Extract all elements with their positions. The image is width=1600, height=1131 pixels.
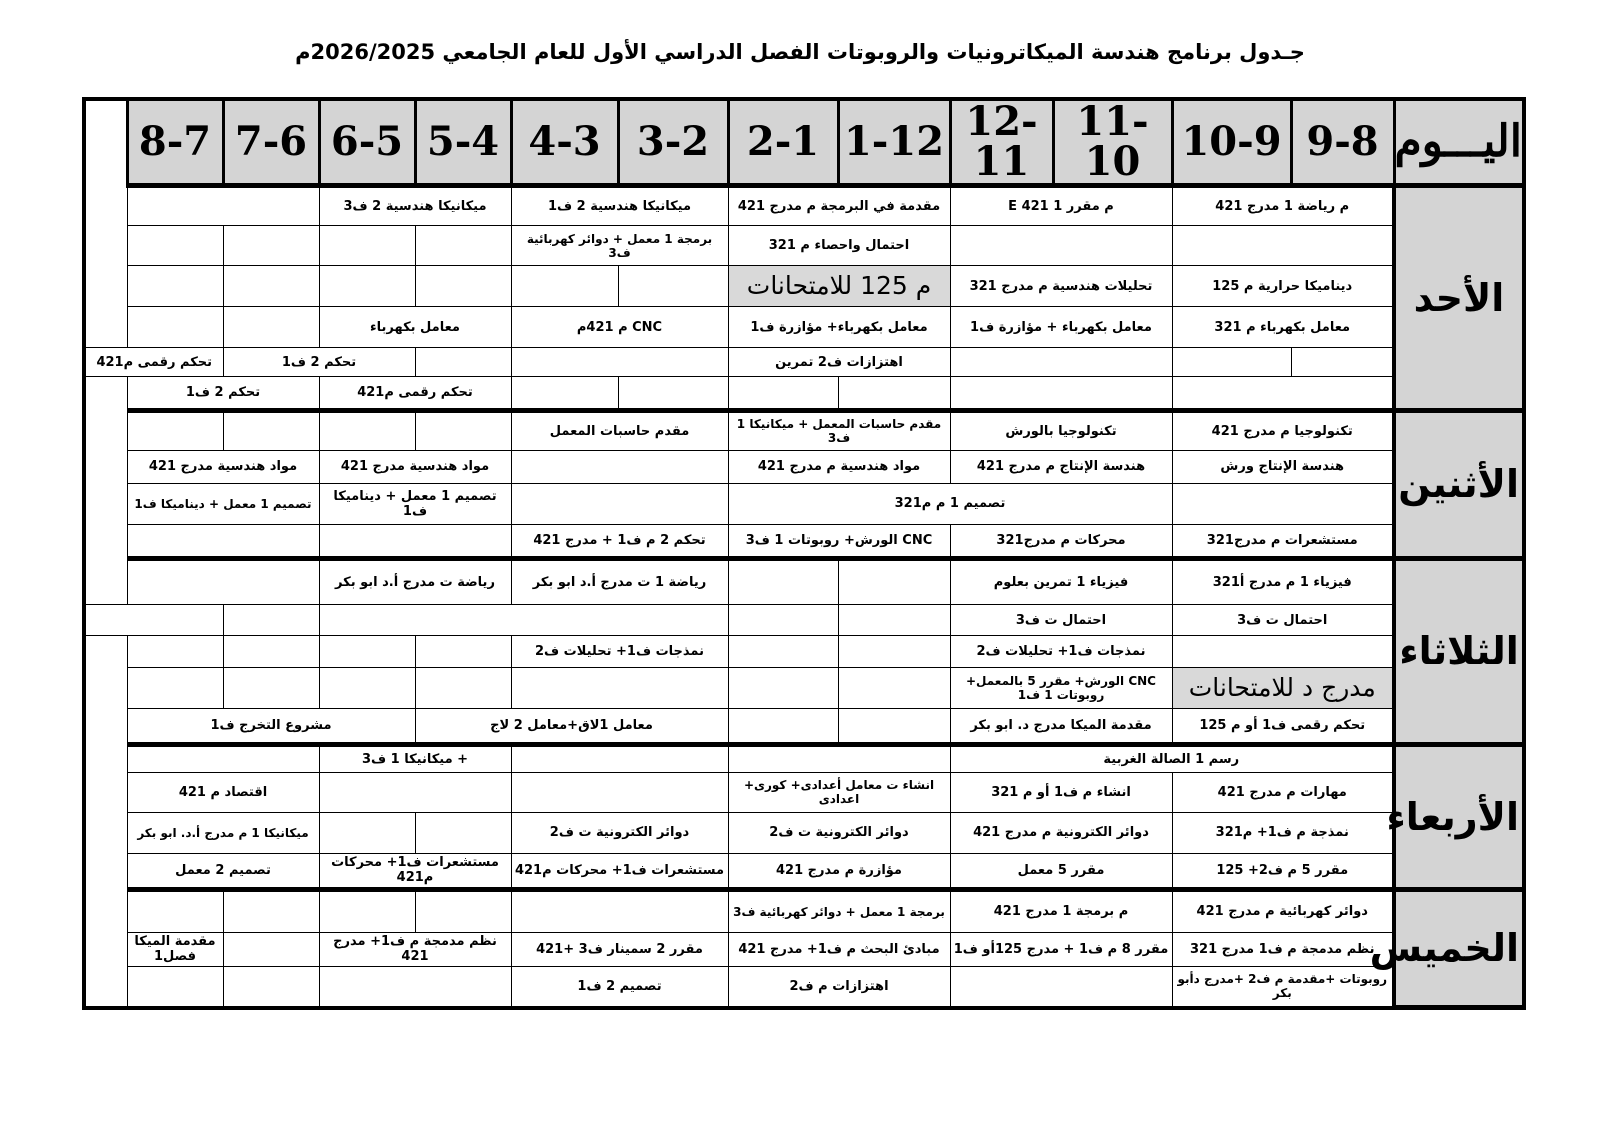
schedule-row <box>84 636 1524 668</box>
class-cell <box>319 668 415 709</box>
day-label-wednesday: الأربعاء <box>1394 745 1524 890</box>
class-cell: م مقرر 1 E 421 <box>950 186 1172 226</box>
class-cell: مهارات م مدرج 421 <box>1172 772 1394 812</box>
class-cell <box>511 450 728 483</box>
class-cell <box>319 604 728 636</box>
schedule-row <box>84 348 1524 377</box>
class-cell: احتمال ت ف3 <box>950 604 1172 636</box>
class-cell: تحكم رقمى م421 <box>319 376 511 410</box>
schedule-row <box>84 558 1524 604</box>
schedule-row <box>84 966 1524 1007</box>
class-cell <box>127 307 223 348</box>
class-cell <box>838 636 950 668</box>
period-header: 7-6 <box>223 99 319 186</box>
class-cell <box>319 889 415 932</box>
class-cell: تصميم 2 معمل <box>127 853 319 889</box>
class-cell: دوائر الكترونية ت ف2 <box>511 812 728 853</box>
class-cell <box>728 604 838 636</box>
period-header: 8-7 <box>127 99 223 186</box>
period-header: 12-11 <box>950 99 1053 186</box>
class-cell <box>319 410 415 450</box>
class-cell <box>223 410 319 450</box>
schedule-row <box>84 307 1524 348</box>
schedule-row <box>84 932 1524 966</box>
class-cell <box>223 307 319 348</box>
class-cell <box>415 812 511 853</box>
class-cell: نظم مدمجة م ف1 مدرج 321 <box>1172 932 1394 966</box>
class-cell <box>415 636 511 668</box>
class-cell: اهتزازات م ف2 <box>728 966 950 1007</box>
day-label-tuesday: الثلاثاء <box>1394 558 1524 745</box>
class-cell <box>838 558 950 604</box>
header-row <box>84 99 1524 186</box>
class-cell: مقدمة الميكا فصل1 <box>127 932 223 966</box>
class-cell <box>127 966 223 1007</box>
class-cell <box>223 966 319 1007</box>
class-cell <box>319 812 415 853</box>
class-cell <box>84 604 223 636</box>
class-cell <box>1172 348 1291 377</box>
class-cell: تحكم 2 ف1 <box>127 376 319 410</box>
class-cell <box>950 348 1172 377</box>
class-cell <box>1172 226 1394 266</box>
class-cell: + ميكانيكا 1 ف3 <box>319 745 511 773</box>
class-cell <box>127 410 223 450</box>
class-cell: مبادئ البحث م ف1+ مدرج 421 <box>728 932 950 966</box>
class-cell: مقرر 5 معمل <box>950 853 1172 889</box>
class-cell: تصميم 1 معمل + ديناميكا ف1 <box>319 483 511 524</box>
class-cell <box>319 772 511 812</box>
class-cell <box>728 709 838 745</box>
class-cell: انشاء ت معامل أعدادى+ كورى+ اعدادى <box>728 772 950 812</box>
class-cell: تحكم رقمى ف1 أو م 125 <box>1172 709 1394 745</box>
class-cell: انشاء م ف1 أو م 321 <box>950 772 1172 812</box>
class-cell: روبوتات +مقدمة م ف2 +مدرج دأبو بكر <box>1172 966 1394 1007</box>
class-cell <box>511 772 728 812</box>
class-cell <box>511 745 728 773</box>
class-cell: مواد هندسية مدرج 421 <box>127 450 319 483</box>
class-cell: نمذجة م ف1+ م321 <box>1172 812 1394 853</box>
class-cell <box>415 889 511 932</box>
class-cell <box>511 348 728 377</box>
class-cell: معامل بكهرباء+ مؤازرة ف1 <box>728 307 950 348</box>
class-cell: تصميم 2 ف1 <box>511 966 728 1007</box>
schedule-row <box>84 709 1524 745</box>
class-cell: ميكانيكا هندسية 2 ف1 <box>511 186 728 226</box>
class-cell: م برمجة 1 مدرج 421 <box>950 889 1172 932</box>
class-cell: مستشعرات ف1+ محركات م421 <box>319 853 511 889</box>
class-cell <box>838 604 950 636</box>
class-cell <box>319 226 415 266</box>
class-cell <box>838 668 950 709</box>
class-cell <box>838 376 950 410</box>
class-cell <box>127 558 319 604</box>
class-cell <box>950 376 1172 410</box>
class-cell <box>950 226 1172 266</box>
class-cell: مقدمة في البرمجة م مدرج 421 <box>728 186 950 226</box>
class-cell <box>1172 636 1394 668</box>
page-title: جـدول برنامج هندسة الميكاترونيات والروبوتات الفصل الدراسي الأول للعام الجامعي 2026/2025م <box>295 40 1305 64</box>
period-header: 9-8 <box>1291 99 1394 186</box>
schedule-row <box>84 524 1524 558</box>
schedule-row <box>84 853 1524 889</box>
schedule-row <box>84 889 1524 932</box>
period-header: 3-2 <box>618 99 728 186</box>
class-cell <box>1291 348 1394 377</box>
class-cell <box>415 668 511 709</box>
class-cell: CNC الورش+ مقرر 5 بالمعمل+ روبوتات 1 ف1 <box>950 668 1172 709</box>
period-header: 4-3 <box>511 99 618 186</box>
schedule-row <box>84 376 1524 410</box>
period-header: 6-5 <box>319 99 415 186</box>
schedule-row <box>84 483 1524 524</box>
class-cell <box>511 483 728 524</box>
class-cell: احتمال واحصاء م 321 <box>728 226 950 266</box>
class-cell <box>127 668 223 709</box>
day-header: اليـــوم <box>1394 99 1524 186</box>
class-cell: تحكم 2 م ف1 + مدرج 421 <box>511 524 728 558</box>
class-cell: فيزياء 1 تمرين بعلوم <box>950 558 1172 604</box>
class-cell <box>127 186 319 226</box>
class-cell <box>319 636 415 668</box>
schedule-row <box>84 604 1524 636</box>
class-cell <box>1172 483 1394 524</box>
class-cell <box>950 966 1172 1007</box>
class-cell <box>127 636 223 668</box>
class-cell <box>415 266 511 307</box>
class-cell: نمذجات ف1+ تحليلات ف2 <box>950 636 1172 668</box>
class-cell <box>511 376 618 410</box>
class-cell: تصميم 1 م م321 <box>728 483 1172 524</box>
period-header: 11-10 <box>1053 99 1172 186</box>
class-cell <box>728 668 838 709</box>
class-cell: تحكم 2 ف1 <box>223 348 415 377</box>
class-cell: فيزياء 1 م مدرج أ321 <box>1172 558 1394 604</box>
class-cell: نمذجات ف1+ تحليلات ف2 <box>511 636 728 668</box>
class-cell <box>618 376 728 410</box>
class-cell <box>1172 376 1394 410</box>
class-cell: ميكانيكا 1 م مدرج أ.د. ابو بكر <box>127 812 319 853</box>
class-cell: مستشعرات م مدرج321 <box>1172 524 1394 558</box>
class-cell: اهتزازات ف2 تمرين <box>728 348 950 377</box>
class-cell: معامل بكهرباء م 321 <box>1172 307 1394 348</box>
schedule-row <box>84 226 1524 266</box>
class-cell: مقرر 5 م ف2+ 125 <box>1172 853 1394 889</box>
class-cell <box>223 226 319 266</box>
class-cell: هندسة الإنتاج م مدرج 421 <box>950 450 1172 483</box>
exam-room-cell: مدرج د للامتحانات <box>1172 668 1394 709</box>
class-cell: مؤازرة م مدرج 421 <box>728 853 950 889</box>
schedule-row <box>84 745 1524 773</box>
class-cell <box>618 266 728 307</box>
schedule-row <box>84 772 1524 812</box>
class-cell: مقدم حاسبات المعمل <box>511 410 728 450</box>
class-cell <box>319 524 511 558</box>
class-cell <box>127 266 223 307</box>
class-cell <box>223 636 319 668</box>
schedule-row <box>84 410 1524 450</box>
class-cell <box>728 376 838 410</box>
schedule-row <box>84 668 1524 709</box>
class-cell: مواد هندسية مدرج 421 <box>319 450 511 483</box>
class-cell: تحكم رقمى م421 <box>84 348 223 377</box>
class-cell: برمجة 1 معمل + دوائر كهربائية ف3 <box>728 889 950 932</box>
class-cell: تصميم 1 معمل + ديناميكا ف1 <box>127 483 319 524</box>
class-cell: مشروع التخرج ف1 <box>127 709 415 745</box>
day-label-monday: الأثنين <box>1394 410 1524 558</box>
period-header: 5-4 <box>415 99 511 186</box>
class-cell: نظم مدمجة م ف1+ مدرج 421 <box>319 932 511 966</box>
class-cell: مستشعرات ف1+ محركات م421 <box>511 853 728 889</box>
class-cell: دوائر كهربائية م مدرج 421 <box>1172 889 1394 932</box>
class-cell: مقدم حاسبات المعمل + ميكانيكا 1 ف3 <box>728 410 950 450</box>
class-cell: رسم 1 الصالة الغربية <box>950 745 1394 773</box>
class-cell: مقدمة الميكا مدرج د. ابو بكر <box>950 709 1172 745</box>
class-cell: برمجة 1 معمل + دوائر كهربائية ف3 <box>511 226 728 266</box>
class-cell: هندسة الإنتاج ورش <box>1172 450 1394 483</box>
class-cell: رياضة ت مدرج أ.د ابو بكر <box>319 558 511 604</box>
period-header: 2-1 <box>728 99 838 186</box>
class-cell: CNC م 421م <box>511 307 728 348</box>
schedule-table <box>82 97 1526 1010</box>
class-cell: تحليلات هندسية م مدرج 321 <box>950 266 1172 307</box>
class-cell <box>415 410 511 450</box>
class-cell: اقتصاد م 421 <box>127 772 319 812</box>
schedule-row <box>84 186 1524 226</box>
class-cell <box>127 889 223 932</box>
class-cell: CNC الورش+ روبوتات 1 ف3 <box>728 524 950 558</box>
class-cell: ميكانيكا هندسية 2 ف3 <box>319 186 511 226</box>
class-cell <box>127 524 319 558</box>
class-cell <box>223 604 319 636</box>
class-cell: معامل بكهرباء + مؤازرة ف1 <box>950 307 1172 348</box>
period-header: 10-9 <box>1172 99 1291 186</box>
class-cell: مواد هندسية م مدرج 421 <box>728 450 950 483</box>
day-label-thursday: الخميس <box>1394 889 1524 1007</box>
schedule-row <box>84 266 1524 307</box>
class-cell <box>511 668 728 709</box>
class-cell <box>127 226 223 266</box>
class-cell: مقرر 8 م ف1 + مدرج 125أو ف1 <box>950 932 1172 966</box>
class-cell <box>511 889 728 932</box>
class-cell: تكنولوجيا بالورش <box>950 410 1172 450</box>
class-cell: دوائر الكترونية ت ف2 <box>728 812 950 853</box>
class-cell <box>511 266 618 307</box>
class-cell: م رياضة 1 مدرج 421 <box>1172 186 1394 226</box>
class-cell <box>838 709 950 745</box>
class-cell <box>223 668 319 709</box>
period-header: 1-12 <box>838 99 950 186</box>
day-label-sunday: الأحد <box>1394 186 1524 411</box>
class-cell: معامل بكهرباء <box>319 307 511 348</box>
class-cell <box>223 266 319 307</box>
class-cell: رياضة 1 ت مدرج أ.د ابو بكر <box>511 558 728 604</box>
class-cell <box>728 636 838 668</box>
exam-room-cell: م 125 للامتحانات <box>728 266 950 307</box>
class-cell: محركات م مدرج321 <box>950 524 1172 558</box>
class-cell <box>319 266 415 307</box>
class-cell <box>728 745 950 773</box>
class-cell: دوائر الكترونية م مدرج 421 <box>950 812 1172 853</box>
class-cell <box>223 889 319 932</box>
class-cell <box>127 745 319 773</box>
schedule-row <box>84 812 1524 853</box>
class-cell <box>223 932 319 966</box>
class-cell <box>319 966 511 1007</box>
class-cell: احتمال ت ف3 <box>1172 604 1394 636</box>
class-cell <box>415 348 511 377</box>
class-cell: ديناميكا حرارية م 125 <box>1172 266 1394 307</box>
class-cell <box>728 558 838 604</box>
class-cell: معامل 1لاق+معامل 2 لاج <box>415 709 728 745</box>
class-cell: مقرر 2 سمينار ف3 +421 <box>511 932 728 966</box>
class-cell: تكنولوجيا م مدرج 421 <box>1172 410 1394 450</box>
schedule-row <box>84 450 1524 483</box>
class-cell <box>415 226 511 266</box>
